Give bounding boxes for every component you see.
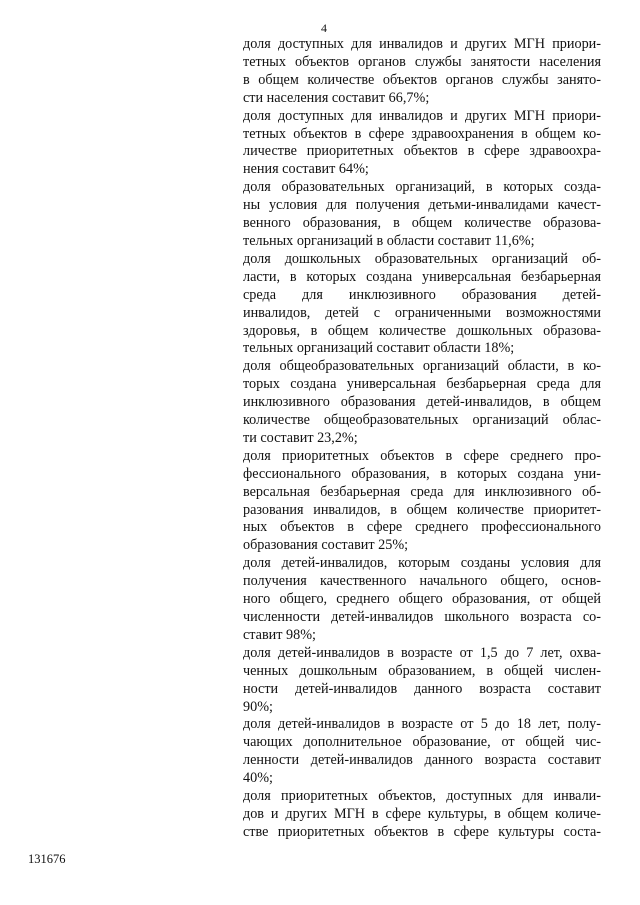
text-line: доля приоритетных объектов, доступных для инвали- [243,788,601,805]
paragraph [243,448,601,555]
paragraph [243,358,601,448]
text-line: инклюзивного образования детей-инвалидов, в общем [243,394,601,411]
text-line: ности детей-инвалидов данного возраста составит [243,680,601,697]
text-line: образования составит 25%; [243,537,409,554]
text-line: доля детей-инвалидов в возрасте от 5 до 18 лет, полу- [243,716,601,733]
text-line: доля доступных для инвалидов и других МГН приори- [243,36,601,52]
text-line: среда для инклюзивного образования детей- [243,286,601,303]
text-line: ласти, в которых создана универсальная безбарьерная [243,268,601,285]
text-line: доля детей-инвалидов в возрасте от 1,5 до 7 лет, охва- [243,644,601,661]
text-line: тетных объектов в сфере здравоохранения в общем ко- [243,125,601,142]
paragraph [243,645,601,717]
text-line: дов и других МГН в сфере культуры, в общем количе- [243,805,601,822]
text-line: доля приоритетных объектов в сфере среднего про- [243,447,601,464]
paragraph [243,108,601,180]
text-line: венного образования, в общем количестве образова- [243,215,601,232]
text-line: 90%; [243,698,273,715]
page-number: 4 [321,21,327,35]
text-line: чающих дополнительное образование, от общей чис- [243,734,601,751]
text-line: получения качественного начального общего, основ- [243,573,601,590]
text-line: ставит 98%; [243,626,316,643]
paragraph [243,251,601,358]
text-line: 40%; [243,770,273,787]
text-line: ленности детей-инвалидов данного возраста составит [243,752,601,769]
text-line: тельных организаций в области составит 11,6%; [243,232,535,249]
text-line: тетных объектов органов службы занятости населения [243,53,601,70]
text-line: ны условия для получения детьми-инвалидами качест- [243,197,601,214]
text-line: фессионального образования, в которых создана уни- [243,465,601,482]
text-line: версальная безбарьерная среда для инклюзивного об- [243,483,601,500]
text-line: тельных организаций составит области 18%; [243,340,515,357]
text-line: здоровья, в общем количестве дошкольных образова- [243,322,601,339]
paragraph [243,555,601,645]
text-line: ного общего, среднего общего образования, от общей [243,591,601,608]
text-line: стве приоритетных объектов в сфере культуры соста- [243,823,601,840]
text-line: количестве общеобразовательных организаций облас- [243,412,601,429]
text-line: инвалидов, детей с ограниченными возможностями [243,304,601,321]
paragraph [243,179,601,251]
text-line: доля образовательных организаций, в которых созда- [243,179,601,196]
paragraph [243,36,601,108]
paragraph [243,716,601,788]
text-line: разования инвалидов, в общем количестве приоритет- [243,501,601,518]
text-line: сти населения составит 66,7%; [243,89,430,106]
document-body [243,36,601,842]
text-line: доля доступных для инвалидов и других МГН приори- [243,107,601,124]
text-line: численности детей-инвалидов школьного возраста со- [243,609,601,625]
text-line: доля общеобразовательных организаций области, в ко- [243,358,601,375]
text-line: ных объектов в сфере среднего профессионального [243,519,601,536]
text-line: доля дошкольных образовательных организаций об- [243,250,601,267]
text-line: доля детей-инвалидов, которым созданы условия для [243,555,601,572]
text-line: ченных дошкольным образованием, в общей числен- [243,662,601,679]
text-line: ти составит 23,2%; [243,429,358,446]
paragraph [243,788,601,842]
text-line: торых создана универсальная безбарьерная среда для [243,376,601,393]
text-line: в общем количестве объектов органов службы занято- [243,71,601,88]
text-line: нения составит 64%; [243,161,369,178]
document-id: 131676 [28,852,66,866]
text-line: личестве приоритетных объектов в сфере здравоохра- [243,143,601,160]
